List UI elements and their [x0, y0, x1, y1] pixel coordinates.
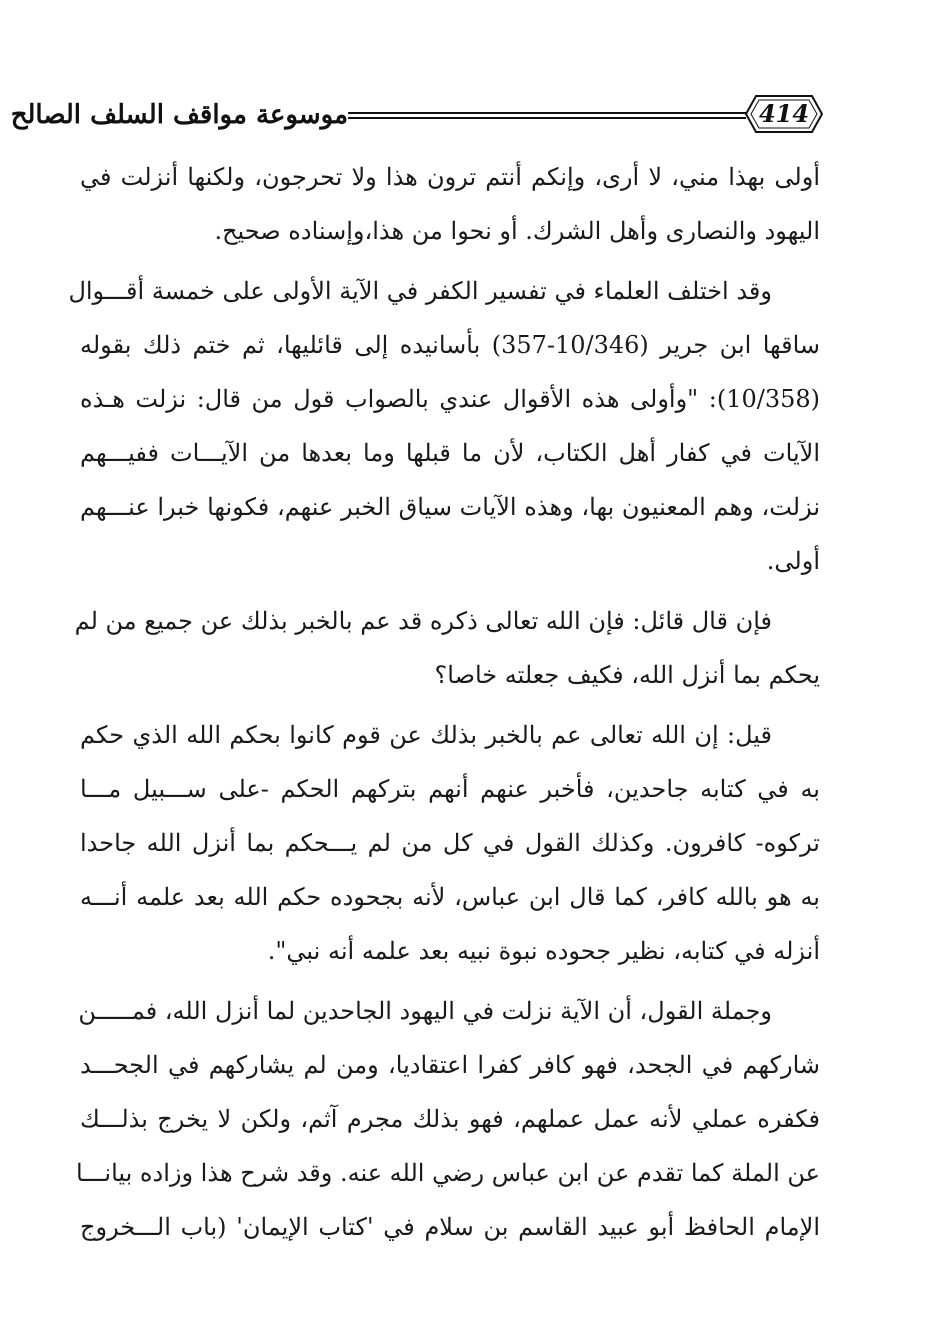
paragraph-2 — [68, 264, 821, 588]
text-line: وجملة القول، أن الآية نزلت في اليهود الجاحدين لما أنزل الله، فمـــــن — [78, 997, 772, 1025]
text-line: نزلت، وهم المعنيون بها، وهذه الآيات سياق الخبر عنهم، فكونها خبرا عنـــهم — [80, 493, 820, 521]
text-line: به في كتابه جاحدين، فأخبر عنهم أنهم بتركهم الحكم -على ســـبيل مـــا — [80, 775, 820, 803]
main-text — [68, 150, 821, 1254]
text-line: اليهود والنصارى وأهل الشرك. أو نحوا من هذا،وإسناده صحيح. — [214, 217, 820, 245]
paragraph-4 — [80, 708, 820, 978]
page-header — [10, 86, 824, 156]
text-line: شاركهم في الجحد، فهو كافر كفرا اعتقاديا، ومن لم يشاركهم في الجحـــد — [80, 1051, 821, 1079]
text-line: به هو بالله كافر، كما قال ابن عباس، لأنه بجحوده حكم الله بعد علمه أنـــه — [80, 883, 820, 911]
paragraph-3 — [74, 594, 820, 702]
text-line: أنزله في كتابه، نظير جحوده نبوة نبيه بعد علمه أنه نبي". — [267, 937, 820, 965]
text-line: أولى بهذا مني، لا أرى، وإنكم أنتم ترون هذا ولا تحرجون، ولكنها أنزلت في — [80, 163, 820, 191]
paragraph-5 — [75, 984, 821, 1254]
text-line: عن الملة كما تقدم عن ابن عباس رضي الله عنه. وقد شرح هذا وزاده بيانـــا — [75, 1159, 820, 1187]
text-line: ساقها ابن جرير (10/346-357) بأسانيده إلى قائليها، ثم ختم ذلك بقوله — [80, 331, 821, 359]
text-line: قيل: إن الله تعالى عم بالخبر بذلك عن قوم كانوا بحكم الله الذي حكم — [80, 721, 773, 749]
text-line: يحكم بما أنزل الله، فكيف جعلته خاصا؟ — [434, 661, 820, 689]
text-line: فإن قال قائل: فإن الله تعالى ذكره قد عم بالخبر بذلك عن جميع من لم — [74, 607, 772, 635]
page-number: 414 — [758, 99, 810, 128]
text-line: تركوه- كافرون. وكذلك القول في كل من لم يـــحكم بما أنزل الله جاحدا — [80, 829, 820, 857]
text-line: الآيات في كفار أهل الكتاب، لأن ما قبلها وما بعدها من الآيـــات ففيـــهم — [80, 439, 820, 467]
text-line: وقد اختلف العلماء في تفسير الكفر في الآية الأولى على خمسة أقـــوال — [68, 277, 772, 305]
paragraph-1 — [80, 150, 820, 258]
text-line: أولى. — [766, 547, 820, 575]
page-number-badge — [744, 90, 824, 138]
book-title: موسوعة مواقف السلف الصالح — [10, 100, 348, 130]
header-rule — [348, 112, 746, 120]
text-line: الإمام الحافظ أبو عبيد القاسم بن سلام في 'كتاب الإيمان' (باب الـــخروج — [80, 1213, 820, 1241]
text-line: فكفره عملي لأنه عمل عملهم، فهو بذلك مجرم آثم، ولكن لا يخرج بذلـــك — [80, 1105, 820, 1133]
text-line: (10/358): "وأولى هذه الأقوال عندي بالصواب قول من قال: نزلت هـذه — [80, 385, 820, 413]
